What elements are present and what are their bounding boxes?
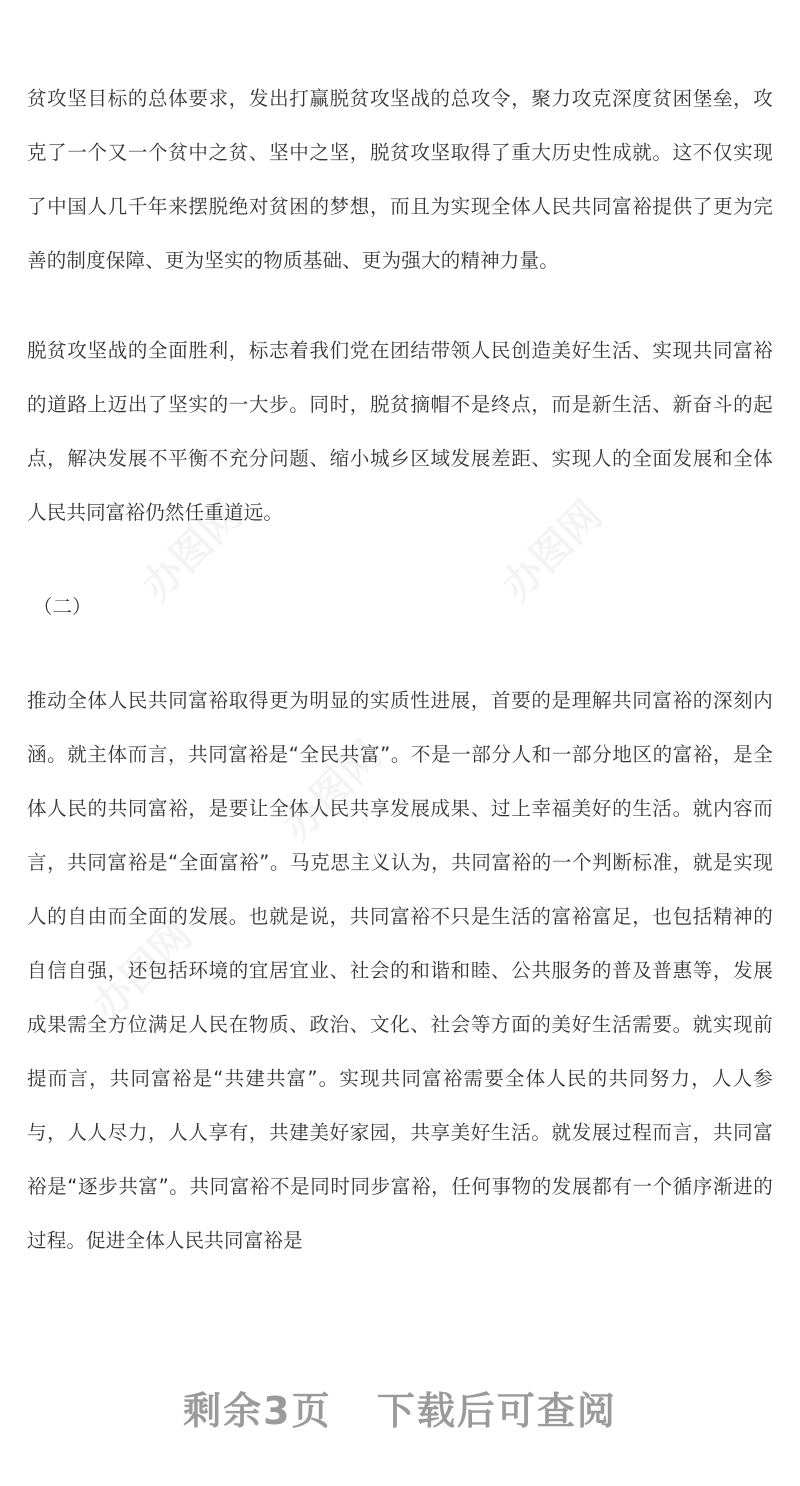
paragraph-common-prosperity: 推动全体人民共同富裕取得更为明显的实质性进展，首要的是理解共同富裕的深刻内涵。就主体而言，共同富裕是“全民共富”。不是一部分人和一部分地区的富裕，是全体人民的共同富裕，是要让全体人民共享发展成果、过上幸福美好的生活。就内容而言，共同富裕是“全面富裕”。马克思主义认为，共同富裕的一个判断标准，就是实现人的自由而全面的发展。也就是说，共同富裕不只是生活的富裕富足，也包括精神的自信自强，还包括环境的宜居宜业、社会的和谐和睦、公共服务的普及普惠等，发展成果需全方位满足人民在物质、政治、文化、社会等方面的美好生活需要。就实现前提而言，共同富裕是“共建共富”。实现共同富裕需要全体人民的共同努力，人人参与，人人尽力，人人享有，共建美好家园，共享美好生活。就发展过程而言，共同富裕是“逐步共富”。共同富裕不是同时同步富裕，任何事物的发展都有一个循序渐进的过程。促进全体人民共同富裕是 <box>27 689 773 1252</box>
paragraph-victory: 脱贫攻坚战的全面胜利，标志着我们党在团结带领人民创造美好生活、实现共同富裕的道路上迈出了坚实的一大步。同时，脱贫摘帽不是终点，而是新生活、新奋斗的起点，解决发展不平衡不充分问题、缩小城乡区域发展差距、实现人的全面发展和全体人民共同富裕仍然任重道远。 <box>27 339 773 524</box>
remaining-pages-label: 剩余3页 <box>183 1389 332 1433</box>
document-body <box>27 72 773 1268</box>
section-heading: （二） <box>33 595 92 618</box>
download-hint-label: 下载后可查阅 <box>376 1389 617 1433</box>
download-prompt[interactable] <box>0 1380 800 1435</box>
paragraph-poverty-alleviation: 贫攻坚目标的总体要求，发出打赢脱贫攻坚战的总攻令，聚力攻克深度贫困堡垒，攻克了一个又一个贫中之贫、坚中之坚，脱贫攻坚取得了重大历史性成就。这不仅实现了中国人几千年来摆脱绝对贫困的梦想，而且为实现全体人民共同富裕提供了更为完善的制度保障、更为坚实的物质基础、更为强大的精神力量。 <box>27 87 773 272</box>
